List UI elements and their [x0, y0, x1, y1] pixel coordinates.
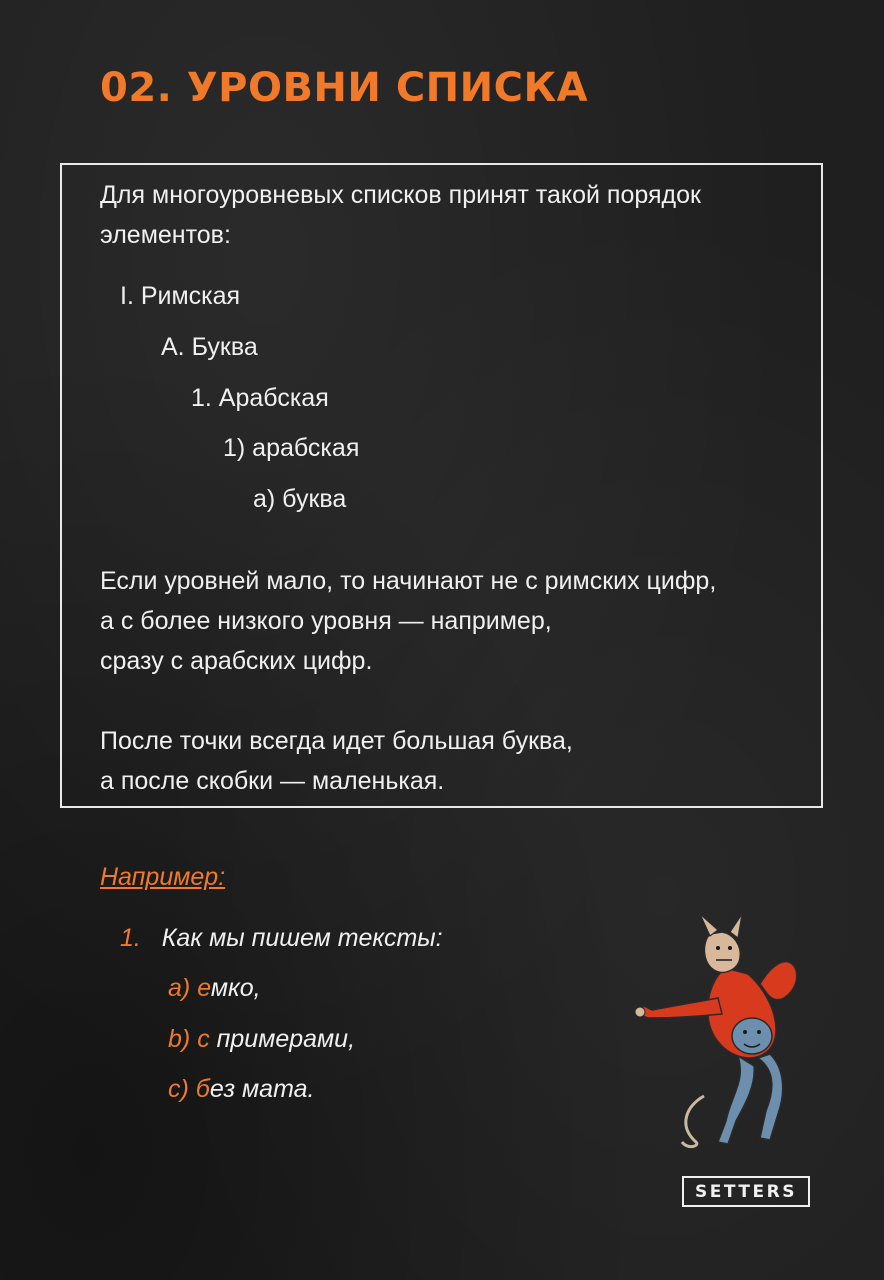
list-marker: 1. — [120, 924, 141, 952]
paragraph-line: Если уровней мало, то начинают не с римских цифр, — [100, 567, 717, 595]
page-title: 02. УРОВНИ СПИСКА — [100, 65, 589, 111]
list-marker: c) — [168, 1075, 189, 1103]
level-arabic-paren: 1) арабская — [223, 434, 360, 462]
paragraph-line: сразу с арабских цифр. — [100, 647, 373, 675]
list-text: ез мата. — [209, 1075, 315, 1103]
info-box — [60, 163, 823, 808]
highlight-letter: е — [197, 974, 211, 1002]
paragraph-capitalization — [100, 721, 573, 801]
example-subitem-c — [168, 1069, 314, 1109]
intro-text — [100, 175, 701, 255]
setters-logo: SETTERS — [682, 1176, 810, 1207]
list-text: Как мы пишем тексты: — [161, 924, 443, 952]
level-roman: I. Римская — [120, 282, 241, 310]
example-item-1 — [120, 918, 443, 958]
intro-line: Для многоуровневых списков принят такой порядок — [100, 181, 701, 209]
list-text: мко, — [210, 974, 261, 1002]
level-arabic: 1. Арабская — [191, 384, 329, 412]
highlight-letter: с — [197, 1025, 210, 1053]
list-marker: a) — [168, 974, 191, 1002]
medieval-creature-illustration — [626, 906, 804, 1152]
intro-line: элементов: — [100, 221, 231, 249]
example-label: Например: — [100, 863, 226, 891]
example-subitem-a — [168, 968, 261, 1008]
list-marker: b) — [168, 1025, 191, 1053]
level-letter-paren: а) буква — [253, 485, 347, 513]
paragraph-levels-few — [100, 561, 716, 681]
list-text: примерами, — [209, 1025, 356, 1053]
highlight-letter: б — [195, 1075, 210, 1103]
level-letter: A. Буква — [161, 333, 258, 361]
paragraph-line: а после скобки — маленькая. — [100, 767, 445, 795]
paragraph-line: После точки всегда идет большая буква, — [100, 727, 573, 755]
paragraph-line: а с более низкого уровня — например, — [100, 607, 552, 635]
example-subitem-b — [168, 1019, 355, 1059]
